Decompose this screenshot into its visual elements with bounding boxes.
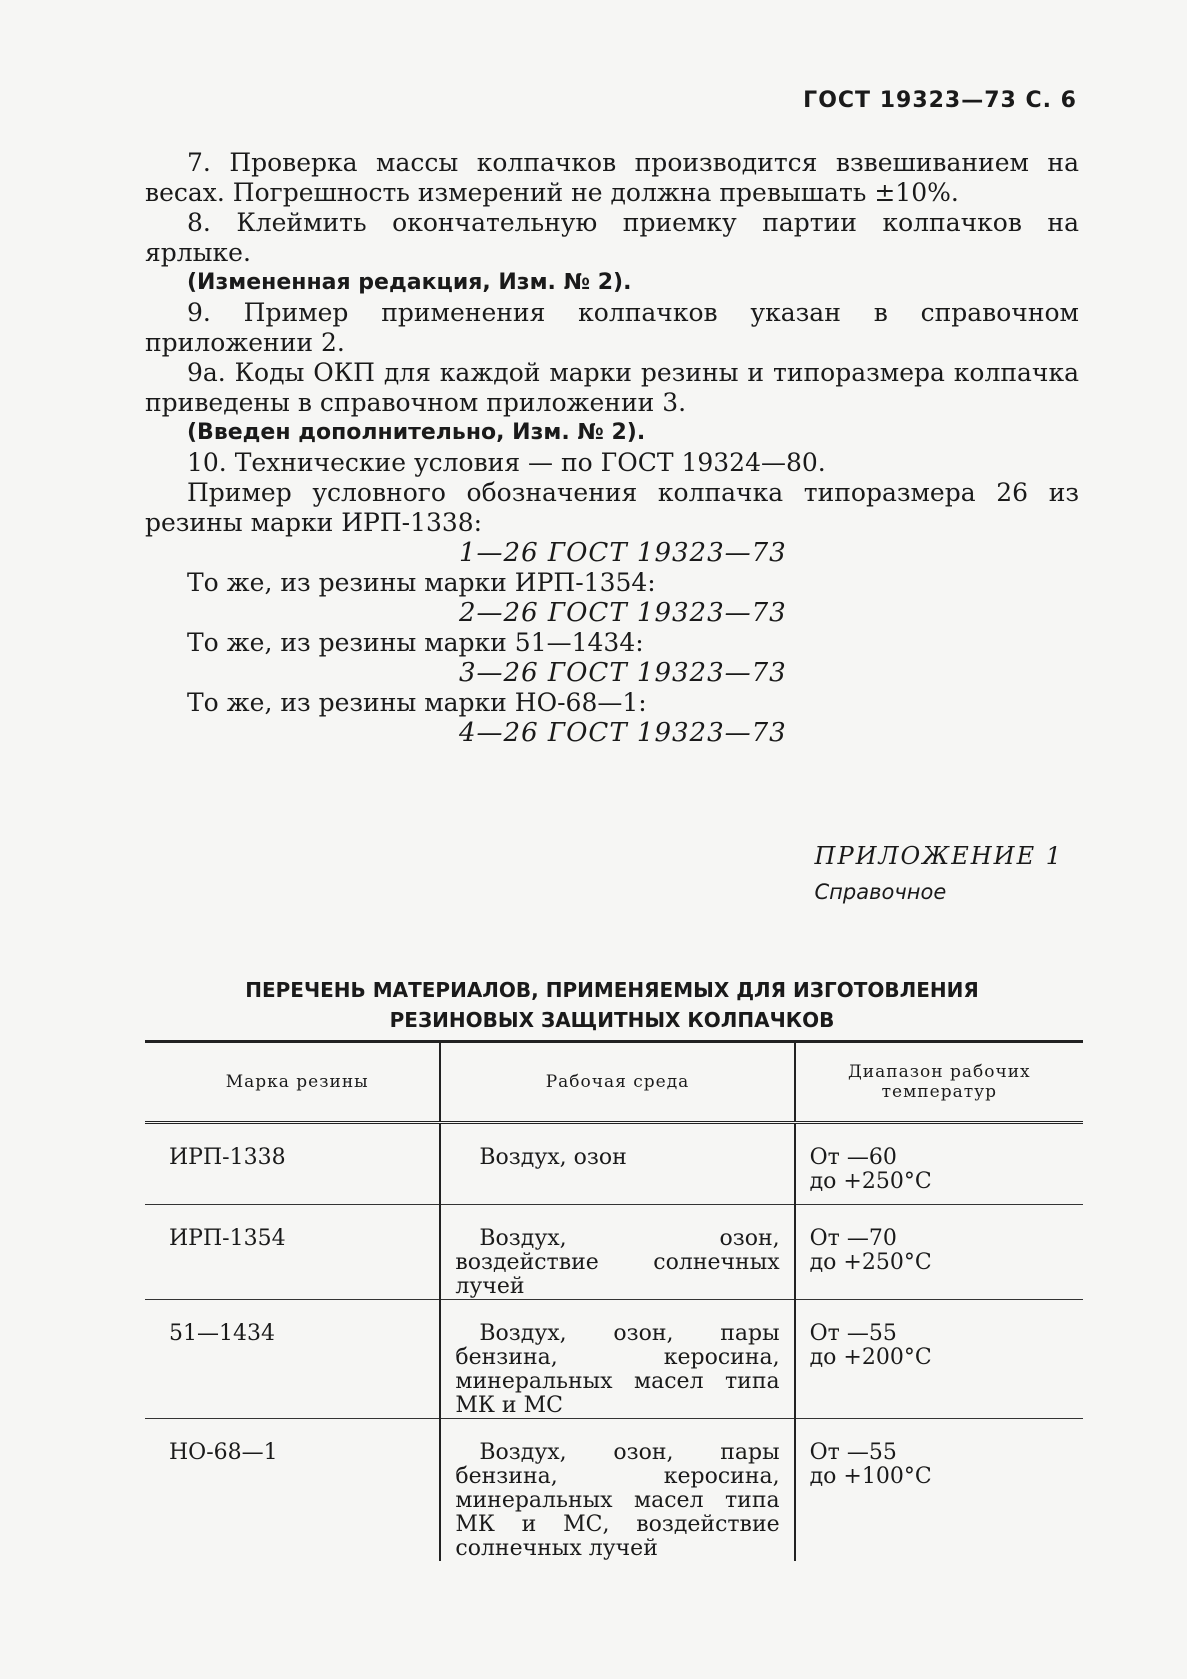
temp-to: до +250°С (809, 1169, 932, 1194)
temp-from: От —55 (809, 1321, 897, 1346)
cell-temperature (795, 1300, 1083, 1419)
table-row (145, 1419, 1083, 1562)
cell-temperature (795, 1123, 1083, 1205)
cell-grade: 51—1434 (145, 1300, 440, 1419)
amendment-note-2: (Введен дополнительно, Изм. № 2). (187, 420, 646, 445)
table-row (145, 1205, 1083, 1300)
page-header: ГОСТ 19323—73 С. 6 (803, 88, 1077, 113)
table-row (145, 1123, 1083, 1205)
environment-text: Воздух, озон, воздействие солнечных лучей (455, 1226, 780, 1299)
example-intro: Пример условного обозначения колпачка типоразмера 26 из резины марки ИРП-1338: (145, 478, 1079, 537)
cell-environment (440, 1419, 794, 1562)
header-grade: Марка резины (145, 1042, 440, 1123)
environment-text: Воздух, озон, пары бензина, керосина, минеральных масел типа МК и МС (455, 1321, 780, 1418)
paragraph-9: 9. Пример применения колпачков указан в справочном приложении 2. (145, 298, 1079, 357)
designation-1: 1—26 ГОСТ 19323—73 (459, 538, 787, 568)
appendix-label (815, 842, 1063, 904)
cell-grade: ИРП-1338 (169, 1145, 286, 1170)
table-row (145, 1300, 1083, 1419)
designation-3: 3—26 ГОСТ 19323—73 (459, 658, 787, 688)
cell-temperature (795, 1419, 1083, 1562)
amendment-note-1: (Измененная редакция, Изм. № 2). (187, 270, 632, 295)
temp-from: От —70 (809, 1226, 897, 1251)
table-header-row (145, 1042, 1083, 1123)
table-title-line-2: РЕЗИНОВЫХ ЗАЩИТНЫХ КОЛПАЧКОВ (389, 1008, 835, 1032)
example-line-4: То же, из резины марки НО-68—1: (187, 688, 647, 717)
cell-environment (440, 1123, 794, 1205)
table-title-line-1: ПЕРЕЧЕНЬ МАТЕРИАЛОВ, ПРИМЕНЯЕМЫХ ДЛЯ ИЗГОТОВЛЕНИЯ (245, 978, 979, 1002)
temp-from: От —55 (809, 1440, 897, 1465)
environment-text: Воздух, озон, пары бензина, керосина, минеральных масел типа МК и МС, воздействие солнечных лучей (455, 1440, 780, 1561)
paragraph-9a: 9а. Коды ОКП для каждой марки резины и типоразмера колпачка приведены в справочном приложении 3. (145, 358, 1079, 417)
temp-to: до +200°С (809, 1345, 932, 1370)
appendix-title: ПРИЛОЖЕНИЕ 1 (814, 842, 1063, 870)
designation-2: 2—26 ГОСТ 19323—73 (459, 598, 787, 628)
environment-text: Воздух, озон (479, 1145, 627, 1170)
example-line-2: То же, из резины марки ИРП-1354: (187, 568, 656, 597)
paragraph-7: 7. Проверка массы колпачков производится взвешиванием на весах. Погрешность измерений не должна превышать ±10%. (145, 148, 1079, 207)
example-line-3: То же, из резины марки 51—1434: (187, 628, 644, 657)
header-environment: Рабочая среда (440, 1042, 794, 1123)
materials-table (145, 1040, 1083, 1561)
document-body (145, 148, 1079, 748)
temp-from: От —60 (809, 1145, 897, 1170)
temp-to: до +250°С (809, 1250, 932, 1275)
designation-4: 4—26 ГОСТ 19323—73 (459, 718, 787, 748)
cell-grade: ИРП-1354 (145, 1205, 440, 1300)
header-temperature: Диапазон рабочих температур (795, 1042, 1083, 1123)
paragraph-8: 8. Клеймить окончательную приемку партии колпачков на ярлыке. (145, 208, 1079, 267)
cell-environment (440, 1205, 794, 1300)
paragraph-10: 10. Технические условия — по ГОСТ 19324—80. (187, 448, 826, 477)
cell-grade: НО-68—1 (145, 1419, 440, 1562)
temp-to: до +100°С (809, 1464, 932, 1489)
appendix-subtitle: Справочное (814, 880, 947, 904)
cell-environment (440, 1300, 794, 1419)
cell-temperature (795, 1205, 1083, 1300)
table-title (145, 975, 1079, 1035)
